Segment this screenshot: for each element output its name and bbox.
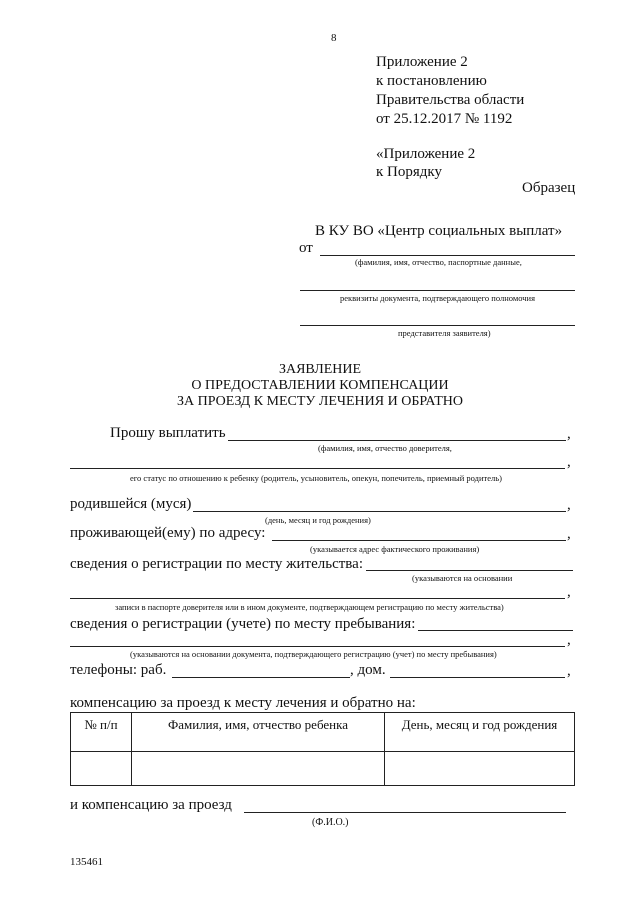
registration-line xyxy=(366,570,573,571)
registration-hint-2: записи в паспорте доверителя или в ином документе, подтверждающем регистрацию по месту жительства) xyxy=(115,602,504,612)
table-cell xyxy=(71,752,132,786)
title-line-1: ЗАЯВЛЕНИЕ xyxy=(278,362,362,377)
stay-hint: (указываются на основании документа, подтверждающего регистрацию (учет) по месту пребывания) xyxy=(130,649,497,659)
sample-label: Образец xyxy=(522,180,576,196)
born-comma: , xyxy=(567,497,571,513)
table-cell xyxy=(132,752,385,786)
addressee-to: В КУ ВО «Центр социальных выплат» xyxy=(315,223,563,239)
status-line xyxy=(70,468,565,469)
addressee-hint-3: представителя заявителя) xyxy=(398,328,491,338)
col-birth-date: День, месяц и год рождения xyxy=(385,713,575,752)
stay-line xyxy=(418,630,573,631)
born-line xyxy=(193,511,566,512)
addressee-hint-2: реквизиты документа, подтверждающего полномочия xyxy=(340,293,536,303)
phone-home-line xyxy=(390,677,565,678)
appendix-line-1: Приложение 2 xyxy=(376,54,468,70)
col-child-name: Фамилия, имя, отчество ребенка xyxy=(132,713,385,752)
appendix-line-4: от 25.12.2017 № 1192 xyxy=(376,111,513,127)
phone-work-line xyxy=(172,677,350,678)
stay-comma: , xyxy=(567,632,571,648)
stay-label: сведения о регистрации (учете) по месту пребывания: xyxy=(70,616,416,632)
request-label: Прошу выплатить xyxy=(110,425,226,441)
table-header-row xyxy=(71,713,575,752)
phone-home-label: , дом. xyxy=(350,662,386,678)
registration-comma: , xyxy=(567,584,571,600)
title-line-3: ЗА ПРОЕЗД К МЕСТУ ЛЕЧЕНИЯ И ОБРАТНО xyxy=(176,394,464,409)
title-line-2: О ПРЕДОСТАВЛЕНИИ КОМПЕНСАЦИИ xyxy=(191,378,449,393)
stay-line-2 xyxy=(70,646,565,647)
from-line-1 xyxy=(320,255,575,256)
request-line xyxy=(228,440,566,441)
from-line-3 xyxy=(300,325,575,326)
status-comma: , xyxy=(567,454,571,470)
address-label: проживающей(ему) по адресу: xyxy=(70,525,266,541)
also-line xyxy=(244,812,566,813)
address-comma: , xyxy=(567,526,571,542)
status-hint: его статус по отношению к ребенку (родитель, усыновитель, опекун, попечитель, приемный родитель) xyxy=(130,473,502,483)
address-hint: (указывается адрес фактического проживания) xyxy=(310,544,480,554)
appendix-line-6: к Порядку xyxy=(376,164,442,180)
phone-work-label: телефоны: раб. xyxy=(70,662,167,678)
table-cell xyxy=(385,752,575,786)
phone-comma: , xyxy=(567,663,571,679)
registration-line-2 xyxy=(70,598,565,599)
fio-hint: (Ф.И.О.) xyxy=(312,817,349,828)
address-line xyxy=(272,540,566,541)
addressee-hint-1: (фамилия, имя, отчество, паспортные данные, xyxy=(355,257,522,267)
from-label: от xyxy=(299,240,313,256)
also-label: и компенсацию за проезд xyxy=(70,797,232,813)
from-line-2 xyxy=(300,290,575,291)
request-comma: , xyxy=(567,426,571,442)
table-row xyxy=(71,752,575,786)
appendix-line-3: Правительства области xyxy=(376,92,525,108)
children-table xyxy=(70,712,575,786)
col-number: № п/п xyxy=(71,713,132,752)
request-hint: (фамилия, имя, отчество доверителя, xyxy=(318,443,452,453)
compensation-label: компенсацию за проезд к месту лечения и обратно на: xyxy=(70,695,416,711)
appendix-line-5: «Приложение 2 xyxy=(376,146,476,162)
born-hint: (день, месяц и год рождения) xyxy=(265,515,371,525)
born-label: родившейся (муся) xyxy=(70,496,192,512)
registration-label: сведения о регистрации по месту жительства: xyxy=(70,556,363,572)
page-number: 8 xyxy=(331,32,337,44)
registration-hint-1: (указываются на основании xyxy=(412,573,513,583)
appendix-line-2: к постановлению xyxy=(376,73,487,89)
document-code: 135461 xyxy=(70,856,103,868)
